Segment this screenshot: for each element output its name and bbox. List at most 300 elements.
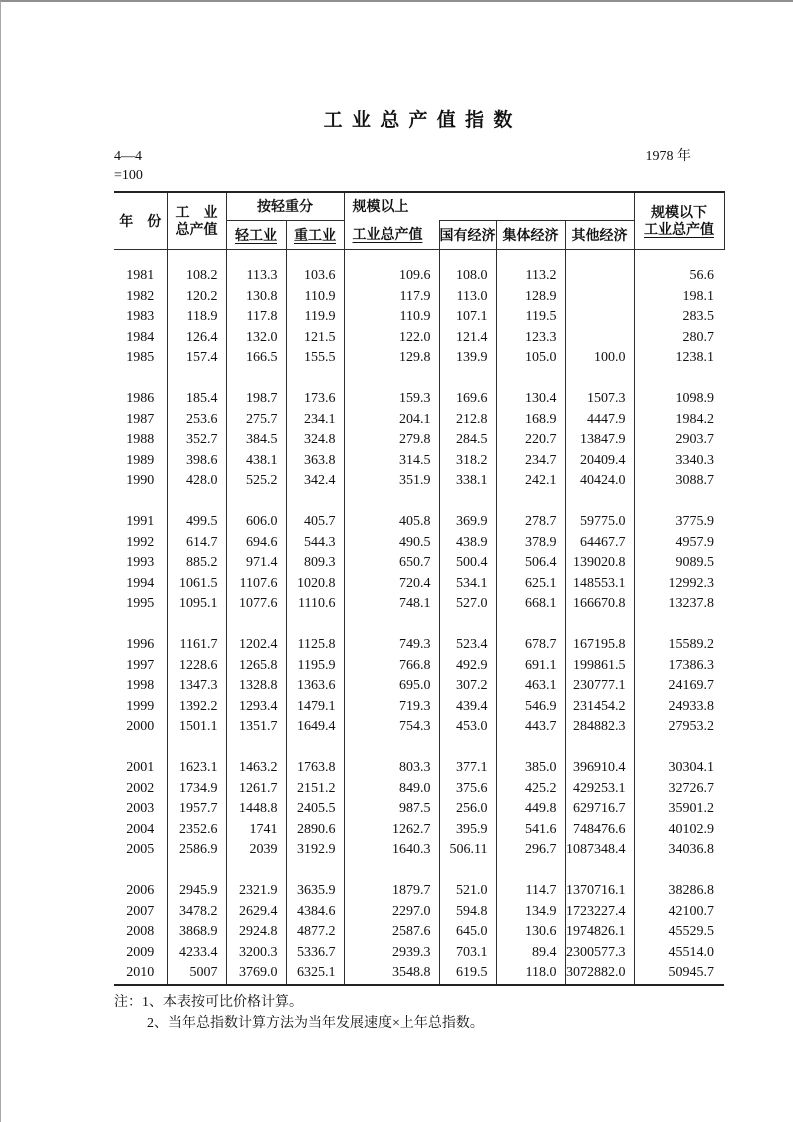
value-cell: 1957.7 <box>167 799 226 820</box>
value-cell: 1095.1 <box>167 594 226 615</box>
value-cell: 113.2 <box>496 266 565 287</box>
table-row <box>114 594 724 615</box>
table-row <box>114 574 724 595</box>
value-cell: 234.7 <box>496 451 565 472</box>
value-cell: 117.9 <box>344 287 439 308</box>
value-cell: 283.5 <box>634 307 724 328</box>
value-cell: 1623.1 <box>167 758 226 779</box>
value-cell: 3072882.0 <box>565 963 634 985</box>
value-cell: 396910.4 <box>565 758 634 779</box>
value-cell <box>565 266 634 287</box>
empty-cell <box>114 861 167 882</box>
year-cell: 2003 <box>126 801 155 817</box>
col-header-gross-output: 工 业 总产值 <box>167 192 226 250</box>
note-2: 2、当年总指数计算方法为当年发展速度×上年总指数。 <box>147 1015 484 1031</box>
value-cell: 119.9 <box>286 307 344 328</box>
value-cell: 220.7 <box>496 430 565 451</box>
value-cell: 4384.6 <box>286 902 344 923</box>
value-cell: 159.3 <box>344 389 439 410</box>
table-row <box>114 840 724 861</box>
value-cell: 453.0 <box>439 717 496 738</box>
year-cell: 1997 <box>126 657 155 673</box>
empty-cell <box>439 250 496 267</box>
value-cell: 1741 <box>226 820 286 841</box>
value-cell: 1640.3 <box>344 840 439 861</box>
value-cell: 27953.2 <box>634 717 724 738</box>
value-cell: 20409.4 <box>565 451 634 472</box>
value-cell: 40424.0 <box>565 471 634 492</box>
table-number: 4—4 <box>114 149 142 164</box>
value-cell: 278.7 <box>496 512 565 533</box>
value-cell: 324.8 <box>286 430 344 451</box>
value-cell: 13237.8 <box>634 594 724 615</box>
empty-cell <box>167 369 226 390</box>
table-row <box>114 328 724 349</box>
year-cell: 1995 <box>126 596 155 612</box>
value-cell: 405.8 <box>344 512 439 533</box>
table-row <box>114 881 724 902</box>
value-cell: 9089.5 <box>634 553 724 574</box>
table-row <box>114 471 724 492</box>
value-cell: 108.2 <box>167 266 226 287</box>
value-cell: 1195.9 <box>286 656 344 677</box>
value-cell: 449.8 <box>496 799 565 820</box>
value-cell: 105.0 <box>496 348 565 369</box>
value-cell: 1110.6 <box>286 594 344 615</box>
value-cell: 2352.6 <box>167 820 226 841</box>
page-title: 工 业 总 产 值 指 数 <box>323 110 515 131</box>
empty-cell <box>286 738 344 759</box>
table-meta-row <box>114 145 724 165</box>
value-cell: 120.2 <box>167 287 226 308</box>
value-cell: 1107.6 <box>226 574 286 595</box>
empty-cell <box>634 615 724 636</box>
value-cell: 139.9 <box>439 348 496 369</box>
value-cell: 3340.3 <box>634 451 724 472</box>
value-cell: 754.3 <box>344 717 439 738</box>
col-group-above-scale-spacer <box>439 192 634 221</box>
empty-cell <box>114 615 167 636</box>
value-cell: 1077.6 <box>226 594 286 615</box>
empty-cell <box>634 738 724 759</box>
value-cell: 2297.0 <box>344 902 439 923</box>
value-cell: 492.9 <box>439 656 496 677</box>
table-row <box>114 820 724 841</box>
value-cell: 1261.7 <box>226 779 286 800</box>
value-cell: 279.8 <box>344 430 439 451</box>
value-cell: 157.4 <box>167 348 226 369</box>
empty-cell <box>344 369 439 390</box>
value-cell: 720.4 <box>344 574 439 595</box>
year-cell: 1994 <box>126 575 155 591</box>
value-cell: 694.6 <box>226 533 286 554</box>
value-cell: 703.1 <box>439 943 496 964</box>
value-cell: 594.8 <box>439 902 496 923</box>
value-cell: 307.2 <box>439 676 496 697</box>
empty-cell <box>344 615 439 636</box>
value-cell: 1265.8 <box>226 656 286 677</box>
value-cell: 1202.4 <box>226 635 286 656</box>
value-cell: 168.9 <box>496 410 565 431</box>
value-cell: 1463.2 <box>226 758 286 779</box>
empty-cell <box>226 615 286 636</box>
empty-cell <box>439 369 496 390</box>
value-cell: 439.4 <box>439 697 496 718</box>
col-group-by-light-heavy: 按轻重分 <box>226 192 344 221</box>
value-cell: 1507.3 <box>565 389 634 410</box>
empty-cell <box>344 492 439 513</box>
empty-cell <box>634 492 724 513</box>
table-row <box>114 307 724 328</box>
year-cell: 1990 <box>126 473 155 489</box>
table-row <box>114 635 724 656</box>
value-cell: 167195.8 <box>565 635 634 656</box>
year-cell: 2006 <box>126 883 155 899</box>
table-row <box>114 717 724 738</box>
value-cell: 107.1 <box>439 307 496 328</box>
empty-cell <box>634 861 724 882</box>
value-cell: 148553.1 <box>565 574 634 595</box>
base-year-label: 1978 年 <box>645 149 691 164</box>
value-cell: 166.5 <box>226 348 286 369</box>
empty-cell <box>167 861 226 882</box>
value-cell: 24933.8 <box>634 697 724 718</box>
value-cell: 625.1 <box>496 574 565 595</box>
value-cell: 199861.5 <box>565 656 634 677</box>
empty-cell <box>496 369 565 390</box>
table-row <box>114 553 724 574</box>
value-cell: 523.4 <box>439 635 496 656</box>
value-cell: 1328.8 <box>226 676 286 697</box>
value-cell: 114.7 <box>496 881 565 902</box>
value-cell: 231454.2 <box>565 697 634 718</box>
value-cell: 377.1 <box>439 758 496 779</box>
empty-cell <box>439 861 496 882</box>
value-cell: 45529.5 <box>634 922 724 943</box>
value-cell: 668.1 <box>496 594 565 615</box>
table-row <box>114 779 724 800</box>
value-cell: 1262.7 <box>344 820 439 841</box>
year-cell: 1981 <box>126 268 155 284</box>
value-cell: 525.2 <box>226 471 286 492</box>
value-cell: 103.6 <box>286 266 344 287</box>
value-cell: 185.4 <box>167 389 226 410</box>
value-cell: 490.5 <box>344 533 439 554</box>
value-cell: 1125.8 <box>286 635 344 656</box>
value-cell: 2300577.3 <box>565 943 634 964</box>
value-cell: 500.4 <box>439 553 496 574</box>
table-row <box>114 451 724 472</box>
value-cell: 284.5 <box>439 430 496 451</box>
value-cell: 2945.9 <box>167 881 226 902</box>
empty-cell <box>439 738 496 759</box>
value-cell: 369.9 <box>439 512 496 533</box>
table-row <box>114 533 724 554</box>
value-cell: 42100.7 <box>634 902 724 923</box>
table-notes <box>114 992 724 1034</box>
value-cell: 35901.2 <box>634 799 724 820</box>
value-cell: 132.0 <box>226 328 286 349</box>
col-header-below-scale: 规模以下 工业总产值 <box>634 192 724 250</box>
value-cell: 234.1 <box>286 410 344 431</box>
value-cell: 113.0 <box>439 287 496 308</box>
value-cell: 629716.7 <box>565 799 634 820</box>
note-1: 注：1、本表按可比价格计算。 <box>114 994 303 1010</box>
value-cell: 134.9 <box>496 902 565 923</box>
value-cell: 17386.3 <box>634 656 724 677</box>
value-cell: 3775.9 <box>634 512 724 533</box>
value-cell: 123.3 <box>496 328 565 349</box>
col-header-above-scale-bottom: 工业总产值 <box>344 221 439 250</box>
value-cell: 438.9 <box>439 533 496 554</box>
empty-cell <box>286 861 344 882</box>
value-cell: 4233.4 <box>167 943 226 964</box>
empty-cell <box>226 369 286 390</box>
value-cell: 1392.2 <box>167 697 226 718</box>
value-cell: 438.1 <box>226 451 286 472</box>
empty-cell <box>286 369 344 390</box>
value-cell: 342.4 <box>286 471 344 492</box>
value-cell: 1974826.1 <box>565 922 634 943</box>
year-cell: 2009 <box>126 944 155 960</box>
index-table <box>114 191 725 986</box>
year-cell: 1998 <box>126 678 155 694</box>
value-cell: 2151.2 <box>286 779 344 800</box>
year-cell: 1985 <box>126 350 155 366</box>
value-cell: 4957.9 <box>634 533 724 554</box>
value-cell: 546.9 <box>496 697 565 718</box>
empty-cell <box>167 738 226 759</box>
value-cell: 204.1 <box>344 410 439 431</box>
value-cell: 89.4 <box>496 943 565 964</box>
empty-cell <box>114 492 167 513</box>
year-cell: 1993 <box>126 555 155 571</box>
value-cell: 130.6 <box>496 922 565 943</box>
value-cell: 1723227.4 <box>565 902 634 923</box>
value-cell: 100.0 <box>565 348 634 369</box>
year-cell: 1991 <box>126 514 155 530</box>
table-row <box>114 697 724 718</box>
value-cell: 2924.8 <box>226 922 286 943</box>
group-gap-row <box>114 861 724 882</box>
value-cell: 256.0 <box>439 799 496 820</box>
value-cell: 129.8 <box>344 348 439 369</box>
value-cell: 284882.3 <box>565 717 634 738</box>
empty-cell <box>634 369 724 390</box>
value-cell: 749.3 <box>344 635 439 656</box>
value-cell: 121.4 <box>439 328 496 349</box>
value-cell: 121.5 <box>286 328 344 349</box>
value-cell: 4877.2 <box>286 922 344 943</box>
value-cell: 1649.4 <box>286 717 344 738</box>
value-cell: 606.0 <box>226 512 286 533</box>
empty-cell <box>344 861 439 882</box>
value-cell: 1098.9 <box>634 389 724 410</box>
value-cell: 1984.2 <box>634 410 724 431</box>
col-header-heavy-industry: 重工业 <box>286 221 344 250</box>
value-cell: 385.0 <box>496 758 565 779</box>
group-gap-row <box>114 615 724 636</box>
empty-cell <box>565 861 634 882</box>
value-cell <box>565 328 634 349</box>
value-cell: 166670.8 <box>565 594 634 615</box>
empty-cell <box>565 492 634 513</box>
value-cell: 12992.3 <box>634 574 724 595</box>
base-index-label: =100 <box>114 168 143 183</box>
value-cell: 428.0 <box>167 471 226 492</box>
year-cell: 1984 <box>126 329 155 345</box>
year-cell: 2008 <box>126 924 155 940</box>
value-cell: 338.1 <box>439 471 496 492</box>
value-cell: 198.1 <box>634 287 724 308</box>
value-cell: 499.5 <box>167 512 226 533</box>
value-cell: 429253.1 <box>565 779 634 800</box>
value-cell: 463.1 <box>496 676 565 697</box>
value-cell: 351.9 <box>344 471 439 492</box>
empty-cell <box>344 738 439 759</box>
value-cell: 113.3 <box>226 266 286 287</box>
value-cell: 130.8 <box>226 287 286 308</box>
empty-cell <box>439 615 496 636</box>
value-cell: 395.9 <box>439 820 496 841</box>
value-cell: 38286.8 <box>634 881 724 902</box>
value-cell: 117.8 <box>226 307 286 328</box>
year-cell: 1988 <box>126 432 155 448</box>
value-cell: 1351.7 <box>226 717 286 738</box>
table-row <box>114 943 724 964</box>
value-cell: 378.9 <box>496 533 565 554</box>
empty-cell <box>634 250 724 267</box>
value-cell: 130.4 <box>496 389 565 410</box>
value-cell: 384.5 <box>226 430 286 451</box>
value-cell: 443.7 <box>496 717 565 738</box>
year-cell: 1987 <box>126 411 155 427</box>
col-header-other: 其他经济 <box>565 221 634 250</box>
year-cell: 1996 <box>126 637 155 653</box>
value-cell: 314.5 <box>344 451 439 472</box>
empty-cell <box>114 369 167 390</box>
year-cell: 2007 <box>126 903 155 919</box>
table-row <box>114 922 724 943</box>
value-cell: 3635.9 <box>286 881 344 902</box>
value-cell: 352.7 <box>167 430 226 451</box>
group-gap-row <box>114 492 724 513</box>
col-header-year: 年 份 <box>114 192 167 250</box>
table-row <box>114 287 724 308</box>
value-cell: 318.2 <box>439 451 496 472</box>
value-cell: 650.7 <box>344 553 439 574</box>
year-cell: 1982 <box>126 288 155 304</box>
table-row <box>114 963 724 985</box>
value-cell: 3868.9 <box>167 922 226 943</box>
year-cell: 1999 <box>126 698 155 714</box>
value-cell: 2321.9 <box>226 881 286 902</box>
value-cell: 695.0 <box>344 676 439 697</box>
empty-cell <box>226 738 286 759</box>
value-cell: 544.3 <box>286 533 344 554</box>
value-cell: 4447.9 <box>565 410 634 431</box>
value-cell: 527.0 <box>439 594 496 615</box>
value-cell: 32726.7 <box>634 779 724 800</box>
value-cell: 1363.6 <box>286 676 344 697</box>
value-cell: 363.8 <box>286 451 344 472</box>
empty-cell <box>439 492 496 513</box>
value-cell: 1879.7 <box>344 881 439 902</box>
value-cell: 1501.1 <box>167 717 226 738</box>
empty-cell <box>496 615 565 636</box>
value-cell: 118.9 <box>167 307 226 328</box>
value-cell: 169.6 <box>439 389 496 410</box>
year-cell: 1989 <box>126 452 155 468</box>
value-cell: 1479.1 <box>286 697 344 718</box>
value-cell: 534.1 <box>439 574 496 595</box>
value-cell: 425.2 <box>496 779 565 800</box>
value-cell: 1763.8 <box>286 758 344 779</box>
table-body <box>114 250 724 985</box>
year-cell: 2005 <box>126 842 155 858</box>
empty-cell <box>565 250 634 267</box>
table-row <box>114 410 724 431</box>
value-cell: 2586.9 <box>167 840 226 861</box>
col-header-above-scale-top: 规模以上 <box>352 198 409 215</box>
value-cell: 139020.8 <box>565 553 634 574</box>
value-cell: 2890.6 <box>286 820 344 841</box>
header-spacer-row <box>114 250 724 267</box>
value-cell: 678.7 <box>496 635 565 656</box>
table-row <box>114 512 724 533</box>
value-cell: 40102.9 <box>634 820 724 841</box>
empty-cell <box>344 250 439 267</box>
table-row <box>114 430 724 451</box>
table-row <box>114 676 724 697</box>
value-cell: 1370716.1 <box>565 881 634 902</box>
value-cell: 619.5 <box>439 963 496 985</box>
value-cell: 3192.9 <box>286 840 344 861</box>
value-cell: 1238.1 <box>634 348 724 369</box>
col-header-light-industry: 轻工业 <box>226 221 286 250</box>
value-cell: 766.8 <box>344 656 439 677</box>
value-cell: 1228.6 <box>167 656 226 677</box>
empty-cell <box>167 492 226 513</box>
value-cell <box>565 287 634 308</box>
value-cell: 212.8 <box>439 410 496 431</box>
empty-cell <box>496 250 565 267</box>
empty-cell <box>286 250 344 267</box>
value-cell: 1087348.4 <box>565 840 634 861</box>
value-cell: 521.0 <box>439 881 496 902</box>
value-cell: 108.0 <box>439 266 496 287</box>
group-gap-row <box>114 738 724 759</box>
empty-cell <box>496 861 565 882</box>
value-cell: 230777.1 <box>565 676 634 697</box>
value-cell: 2939.3 <box>344 943 439 964</box>
value-cell: 1347.3 <box>167 676 226 697</box>
value-cell: 541.6 <box>496 820 565 841</box>
value-cell: 1020.8 <box>286 574 344 595</box>
table-row <box>114 266 724 287</box>
table-row <box>114 902 724 923</box>
col-header-collective: 集体经济 <box>496 221 565 250</box>
table-row <box>114 799 724 820</box>
table-row <box>114 348 724 369</box>
value-cell: 3478.2 <box>167 902 226 923</box>
value-cell: 173.6 <box>286 389 344 410</box>
value-cell: 50945.7 <box>634 963 724 985</box>
value-cell: 506.11 <box>439 840 496 861</box>
value-cell: 1734.9 <box>167 779 226 800</box>
value-cell: 242.1 <box>496 471 565 492</box>
value-cell: 280.7 <box>634 328 724 349</box>
